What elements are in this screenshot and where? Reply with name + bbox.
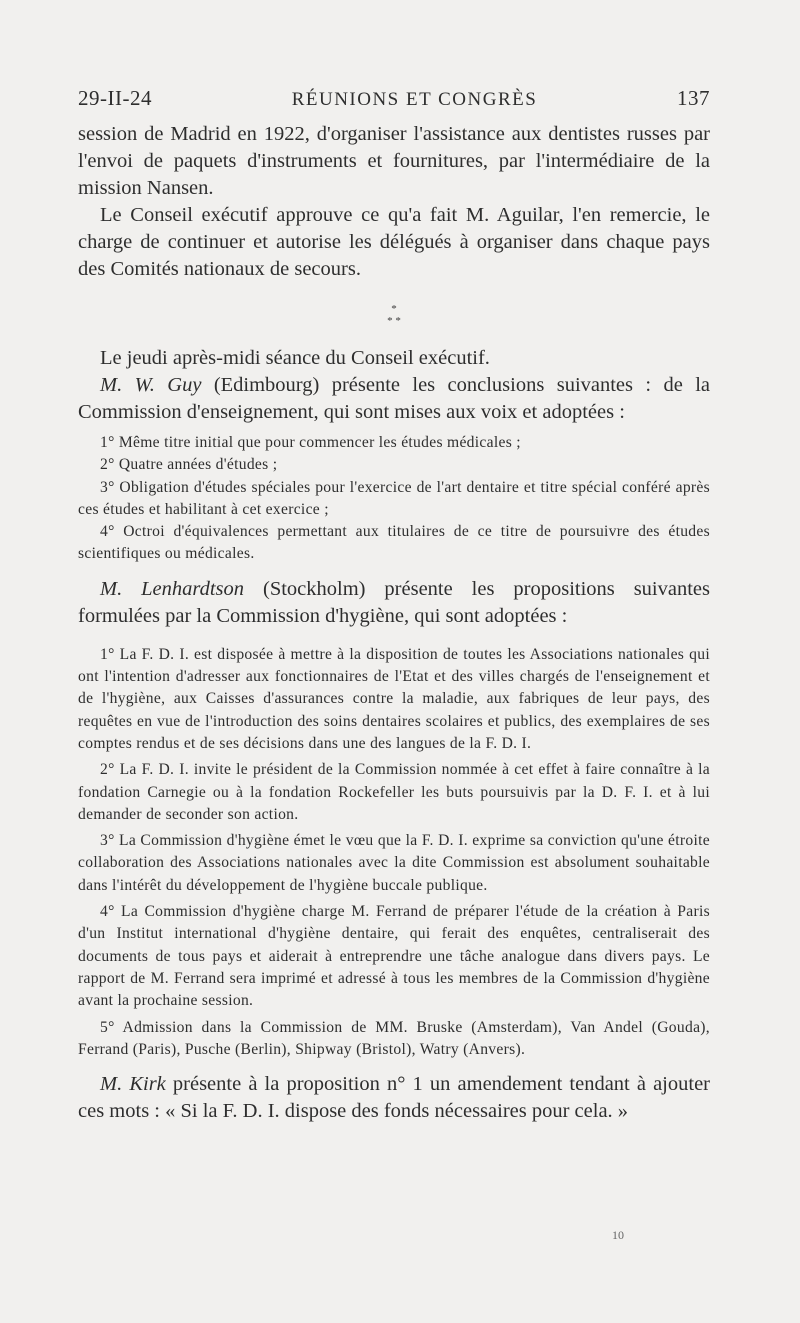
- separator-top-star: *: [391, 303, 397, 315]
- hygiene-list: [78, 644, 710, 1061]
- enseignement-list: [78, 432, 710, 566]
- lenhardtson-text: (Stockholm) présente les propositions suivantes formulées par la Commission d'hygiène, qui sont adoptées :: [78, 577, 710, 627]
- enseignement-item-4: 4° Octroi d'équivalences permettant aux titulaires de ce titre de poursuivre des études scientifiques ou médicales.: [78, 523, 710, 563]
- hygiene-item-1: 1° La F. D. I. est disposée à mettre à la disposition de toutes les Associations nationales qui ont l'intention d'adresser aux fonctionnaires de l'Etat et des villes chargés de l'enseignement et de l'hygiène, aux Caisses d'assurances contre la maladie, aux fabriques de leur pays, des requêtes en vue de l'introduction des soins dentaires scolaires et publics, des exemplaires de ses comptes rendus et de ses décisions dans une des langues de la F. D. I.: [78, 645, 710, 752]
- enseignement-item-1: 1° Même titre initial que pour commencer les études médicales ;: [100, 434, 521, 451]
- kirk-name: M. Kirk: [100, 1073, 166, 1096]
- guy-name: M. W. Guy: [100, 374, 202, 396]
- header-date: 29-II-24: [78, 86, 152, 110]
- signature-mark: 10: [612, 1228, 624, 1242]
- hygiene-item-3: 3° La Commission d'hygiène émet le vœu que la F. D. I. exprime sa conviction qu'une étroite collaboration des Associations nationales avec la dite Commission est absolument souhaitable dans l'intérêt du développement de l'hygiène buccale publique.: [78, 832, 710, 894]
- guy-paragraph: [78, 372, 710, 426]
- intro-paragraph: session de Madrid en 1922, d'organiser l'assistance aux dentistes russes par l'envoi de paquets d'instruments et fournitures, par l'intermédiaire de la mission Nansen.: [78, 123, 710, 199]
- enseignement-item-2: 2° Quatre années d'études ;: [100, 456, 278, 474]
- kirk-paragraph: [78, 1071, 710, 1125]
- enseignement-item-3: 3° Obligation d'études spéciales pour l'exercice de l'art dentaire et titre spécial conféré après ces études et habilitant à cet exercice ;: [78, 478, 710, 518]
- page: [78, 86, 710, 1125]
- lenhardtson-paragraph: [78, 576, 710, 630]
- running-header: [78, 86, 710, 111]
- kirk-text: présente à la proposition n° 1 un amendement tendant à ajouter ces mots : « Si la F. D. I. dispose des fonds nécessaires pour cela. »: [78, 1073, 710, 1123]
- header-title: RÉUNIONS ET CONGRÈS: [291, 89, 538, 110]
- jeudi-line: Le jeudi après-midi séance du Conseil exécutif.: [100, 347, 490, 369]
- conseil-paragraph: Le Conseil exécutif approuve ce qu'a fait M. Aguilar, l'en remercie, le charge de continuer et autorise les délégués à organiser dans chaque pays des Comités nationaux de secours.: [78, 204, 710, 280]
- page-number: 137: [677, 86, 710, 110]
- hygiene-item-5: 5° Admission dans la Commission de MM. Bruske (Amsterdam), Van Andel (Gouda), Ferrand (Paris), Pusche (Berlin), Shipway (Bristol), Watry (Anvers).: [78, 1018, 710, 1058]
- separator-bottom-stars: * *: [387, 315, 401, 327]
- hygiene-item-4: 4° La Commission d'hygiène charge M. Ferrand de préparer l'étude de la création à Paris d'un Institut international d'hygiène dentaire, qui ferait des enquêtes, centraliserait des documents de tous pays et aiderait à entreprendre une tâche analogue dans divers pays. Le rapport de M. Ferrand sera imprimé et adressé à tous les membres de la Commission d'hygiène avant la prochaine session.: [78, 903, 710, 1010]
- hygiene-item-2: 2° La F. D. I. invite le président de la Commission nommée à cet effet à faire connaître à la fondation Carnegie ou à la fondation Rockefeller les buts poursuivis par la D. F. I. et à lui demander de seconder son action.: [78, 761, 710, 823]
- lenhardtson-name: M. Lenhardtson: [100, 577, 245, 600]
- section-separator: [78, 303, 710, 327]
- guy-text: (Edimbourg) présente les conclusions suivantes : de la Commission d'enseignement, qui sont mises aux voix et adoptées :: [78, 374, 710, 423]
